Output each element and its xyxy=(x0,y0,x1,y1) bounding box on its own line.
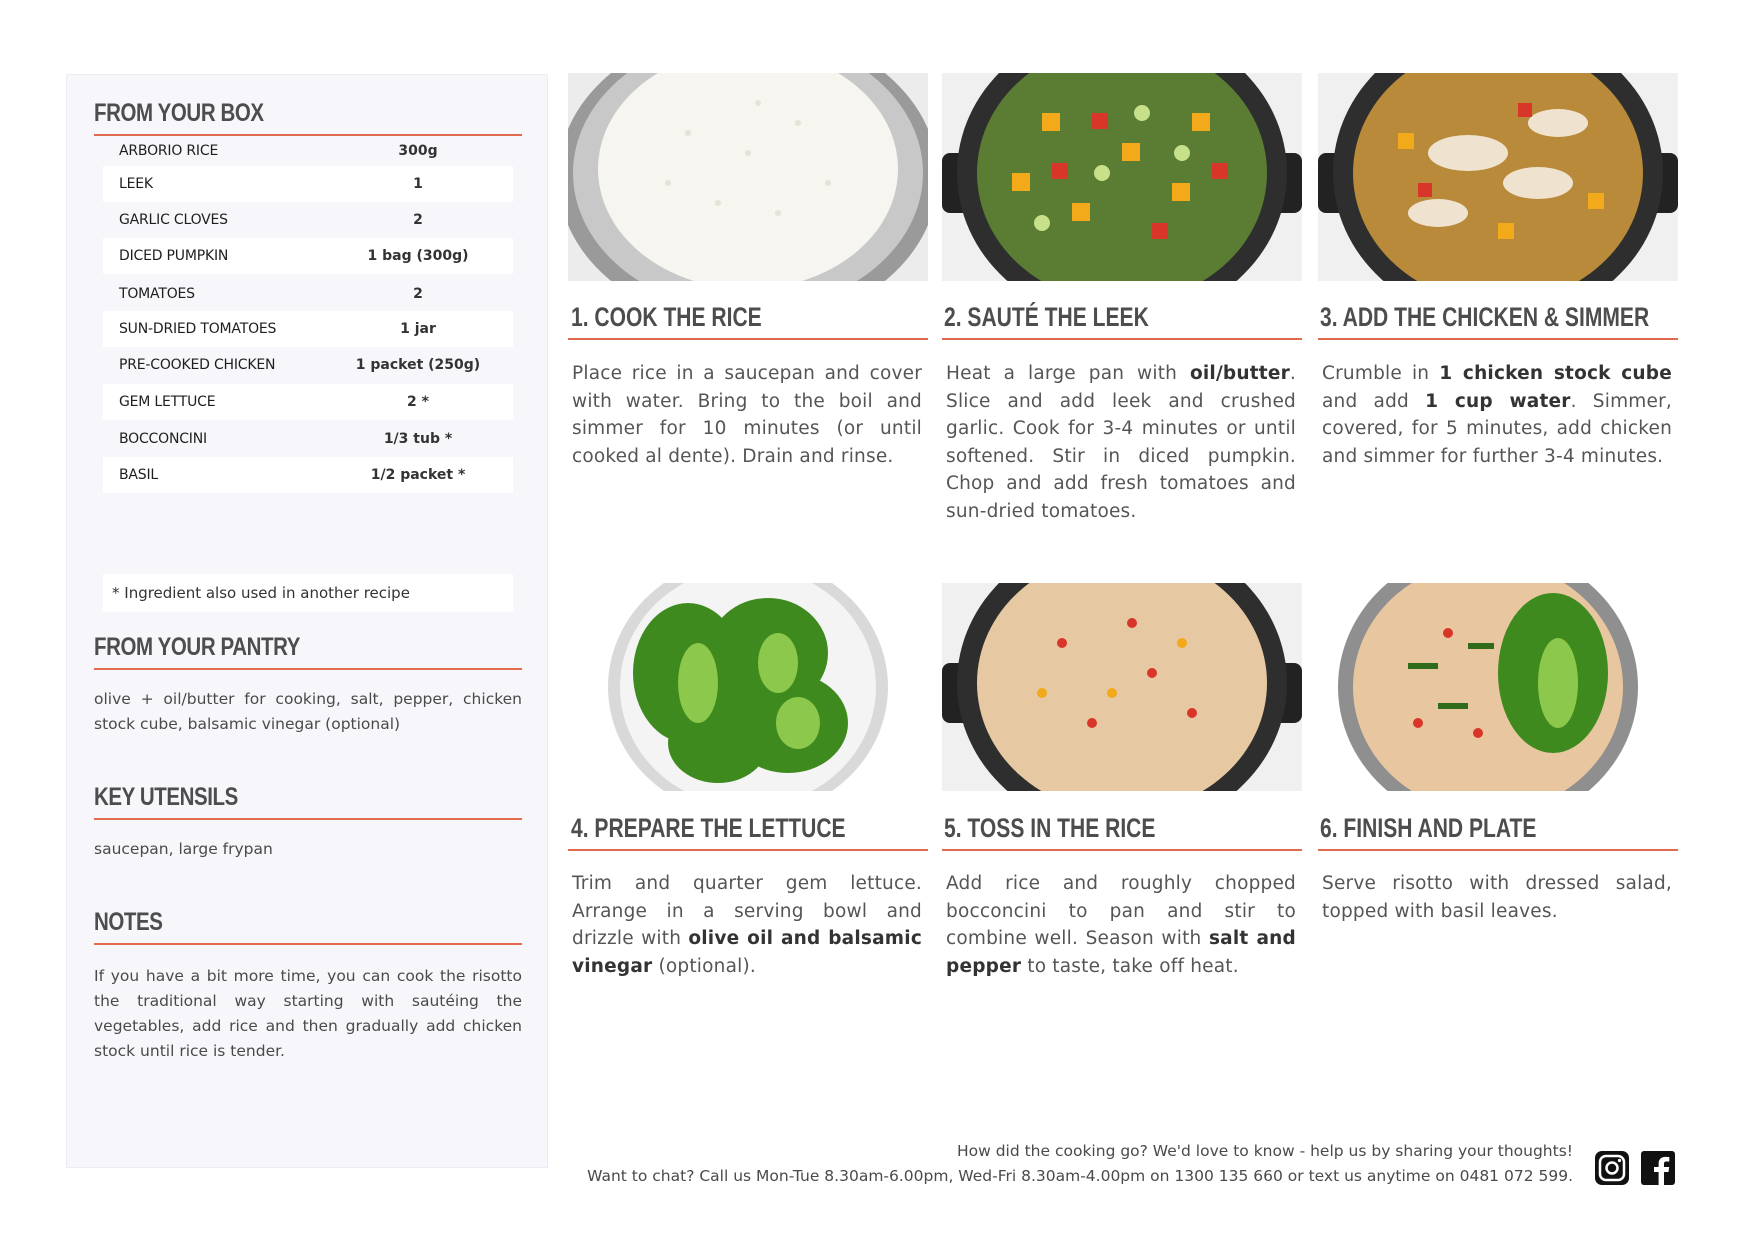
ingredient-row xyxy=(103,311,513,347)
ingredient-quantity: 1 jar xyxy=(400,321,436,337)
step-5-instructions xyxy=(946,870,1296,980)
ingredient-name: PRE-COOKED CHICKEN xyxy=(119,357,276,373)
step-1-instructions xyxy=(572,360,922,470)
instruction-text: to taste, take off heat. xyxy=(1021,955,1239,977)
ingredient-name: SUN-DRIED TOMATOES xyxy=(119,321,277,337)
notes-text: If you have a bit more time, you can cook the risotto the traditional way starting with sautéing the vegetables, add rice and then gradually add chicken stock until rice is tender. xyxy=(94,967,522,1060)
step-1-title: 1. COOK THE RICE xyxy=(571,302,762,332)
step-2-title: 2. SAUTÉ THE LEEK xyxy=(944,302,1149,332)
step-1-photo xyxy=(568,73,928,281)
facebook-icon[interactable] xyxy=(1640,1150,1676,1186)
key-utensils-title: KEY UTENSILS xyxy=(94,783,238,811)
ingredient-quantity: 2 xyxy=(413,212,423,228)
ingredient-name: BASIL xyxy=(119,467,158,483)
instruction-emphasis: 1 chicken stock cube xyxy=(1439,363,1672,384)
ingredient-quantity: 2 * xyxy=(407,394,429,410)
instruction-text: Add rice and roughly chopped bocconcini to pan and stir to combine well. Season with xyxy=(946,873,1296,949)
ingredient-quantity: 2 xyxy=(413,286,423,302)
ingredient-row xyxy=(103,384,513,420)
from-your-box-title: FROM YOUR BOX xyxy=(94,99,264,127)
ingredient-row xyxy=(103,457,513,493)
instruction-text: Heat a large pan with xyxy=(946,363,1190,384)
from-your-pantry-title: FROM YOUR PANTRY xyxy=(94,633,301,661)
step-6-title: 6. FINISH AND PLATE xyxy=(1320,813,1537,843)
ingredient-row xyxy=(103,238,513,274)
ingredient-footnote: * Ingredient also used in another recipe xyxy=(103,574,513,612)
ingredient-name: GEM LETTUCE xyxy=(119,394,216,410)
step-4-divider xyxy=(568,849,928,851)
pantry-text: olive + oil/butter for cooking, salt, pepper, chicken stock cube, balsamic vinegar (optional) xyxy=(94,690,522,733)
ingredient-quantity: 1/2 packet * xyxy=(370,467,466,483)
ingredient-row xyxy=(103,347,513,383)
step-1-divider xyxy=(568,338,928,340)
step-3-divider xyxy=(1318,338,1678,340)
step-6-divider xyxy=(1318,849,1678,851)
ingredients-sidebar xyxy=(66,74,548,1168)
instagram-icon[interactable] xyxy=(1594,1150,1630,1186)
step-5-divider xyxy=(942,849,1302,851)
ingredient-row xyxy=(103,202,513,238)
instruction-emphasis: oil/butter xyxy=(1189,363,1290,384)
ingredient-name: GARLIC CLOVES xyxy=(119,212,228,228)
instruction-text: Place rice in a saucepan and cover with water. Bring to the boil and simmer for 10 minutes (or until cooked al dente). Drain and rinse. xyxy=(572,363,922,467)
step-2-photo xyxy=(942,73,1302,281)
step-2-instructions xyxy=(946,360,1296,525)
instruction-text: (optional). xyxy=(652,955,756,977)
step-4-instructions xyxy=(572,870,922,980)
instruction-text: Crumble in xyxy=(1322,363,1440,384)
ingredient-name: DICED PUMPKIN xyxy=(119,248,229,264)
notes-title: NOTES xyxy=(94,908,163,936)
instruction-text: Trim and quarter gem lettuce. Arrange in a serving bowl and drizzle with xyxy=(572,873,922,949)
step-5-photo xyxy=(942,583,1302,791)
instruction-text: . Simmer, covered, for 5 minutes, add chicken and simmer for further 3-4 minutes. xyxy=(1322,390,1672,467)
step-6-instructions xyxy=(1322,870,1672,925)
step-5-title: 5. TOSS IN THE RICE xyxy=(944,813,1156,843)
section-divider xyxy=(94,818,522,820)
ingredient-quantity: 1 packet (250g) xyxy=(355,357,481,373)
ingredient-row xyxy=(103,133,513,169)
instruction-emphasis: 1 cup water xyxy=(1425,390,1571,412)
ingredient-row xyxy=(103,421,513,457)
ingredient-quantity: 300g xyxy=(398,143,438,159)
step-3-instructions xyxy=(1322,360,1672,470)
ingredient-quantity: 1 xyxy=(413,176,423,192)
ingredient-name: ARBORIO RICE xyxy=(119,143,219,159)
ingredient-quantity: 1 bag (300g) xyxy=(367,248,469,264)
step-3-photo xyxy=(1318,73,1678,281)
ingredient-name: LEEK xyxy=(119,176,153,192)
ingredient-quantity: 1/3 tub * xyxy=(383,431,453,447)
step-2-divider xyxy=(942,338,1302,340)
step-6-photo xyxy=(1318,583,1678,791)
feedback-text: How did the cooking go? We'd love to know - help us by sharing your thoughts! xyxy=(956,1142,1573,1160)
instruction-text: Serve risotto with dressed salad, topped with basil leaves. xyxy=(1322,873,1672,922)
ingredient-name: BOCCONCINI xyxy=(119,431,207,447)
contact-text: Want to chat? Call us Mon-Tue 8.30am-6.00pm, Wed-Fri 8.30am-4.00pm on 1300 135 660 or text us anytime on 0481 072 599. xyxy=(587,1167,1573,1185)
ingredient-row xyxy=(103,276,513,312)
instruction-text: . Slice and add leek and crushed garlic. Cook for 3-4 minutes or until softened. Stir in diced pumpkin. Chop and add fresh tomatoes and sun-dried tomatoes. xyxy=(946,363,1296,522)
instruction-emphasis: olive oil and balsamic vinegar xyxy=(572,928,922,977)
ingredient-row xyxy=(103,166,513,202)
step-4-title: 4. PREPARE THE LETTUCE xyxy=(571,813,846,843)
ingredient-name: TOMATOES xyxy=(119,286,195,302)
section-divider xyxy=(94,943,522,945)
section-divider xyxy=(94,668,522,670)
instruction-text: and add xyxy=(1322,390,1426,412)
utensils-text: saucepan, large frypan xyxy=(94,840,273,858)
instruction-emphasis: salt and pepper xyxy=(946,928,1296,977)
step-3-title: 3. ADD THE CHICKEN & SIMMER xyxy=(1320,302,1650,332)
step-4-photo xyxy=(568,583,928,791)
